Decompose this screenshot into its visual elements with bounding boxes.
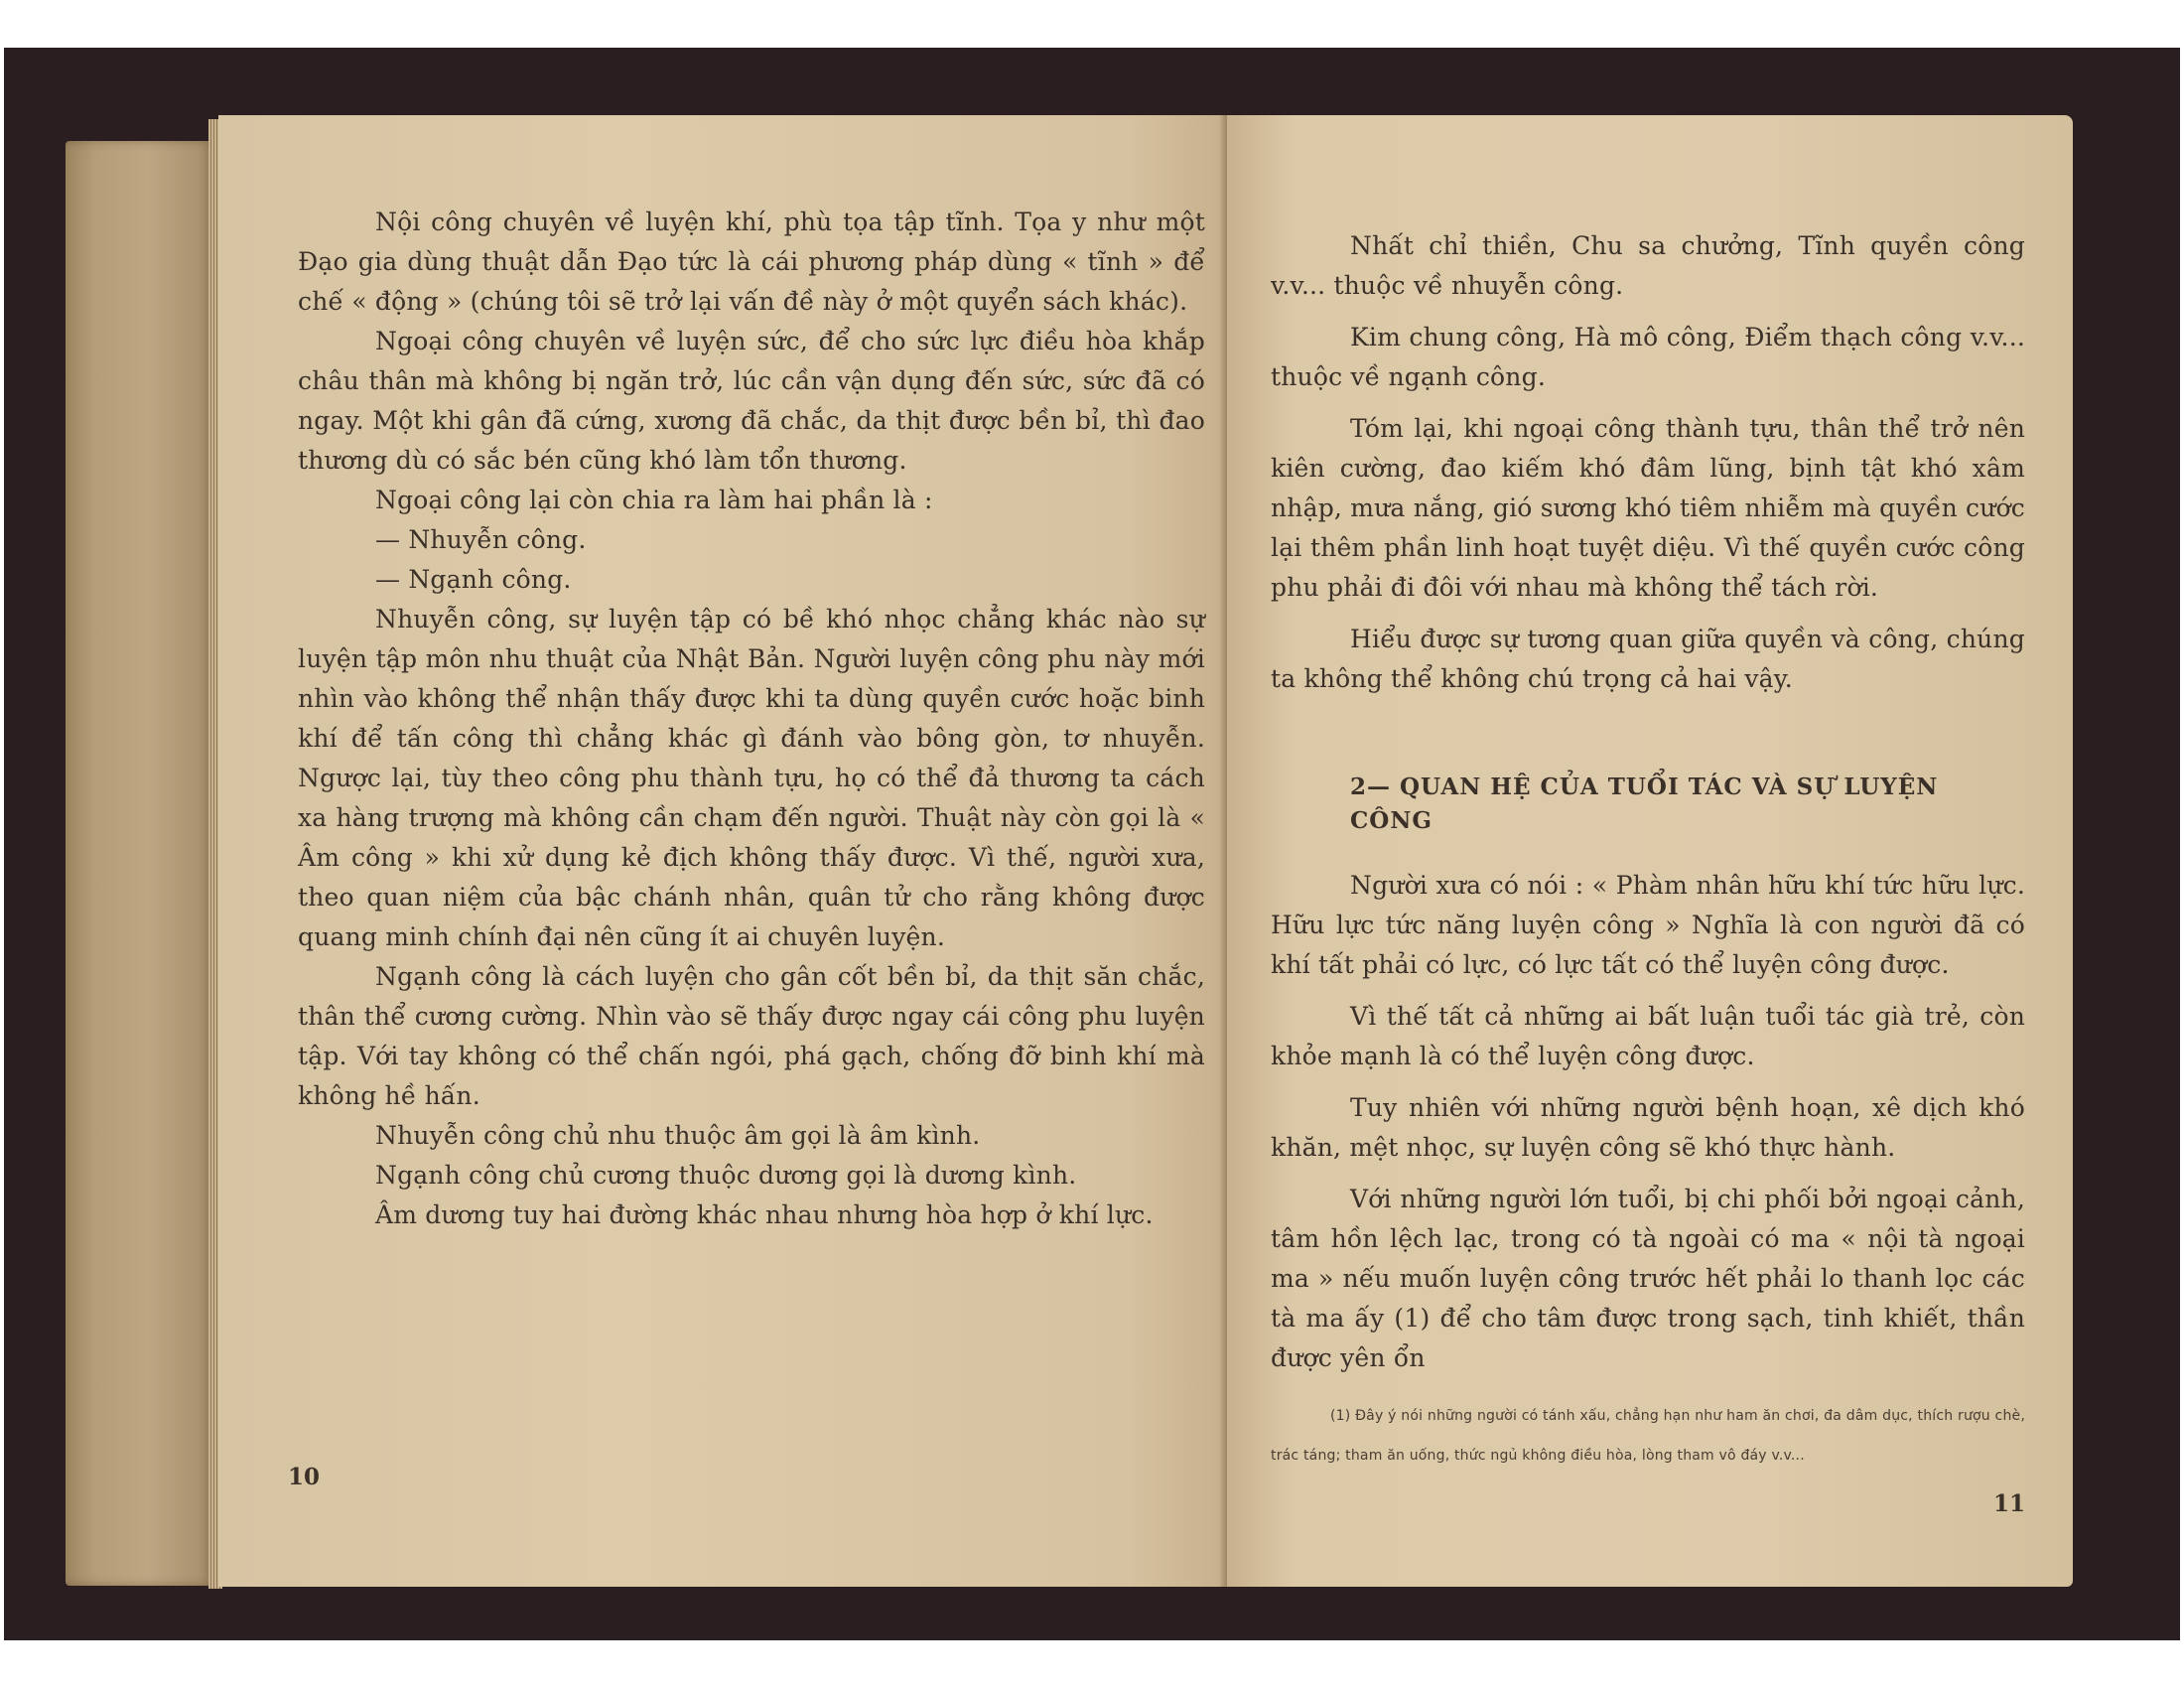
paragraph: Nội công chuyên về luyện khí, phù tọa tập tĩnh. Tọa y như một Đạo gia dùng thuật dẫn Đạo tức là cái phương pháp dùng « tĩnh » để chế « động » (chúng tôi sẽ trở lại vấn đề này ở một quyển sách khác). — [298, 208, 1205, 316]
page-number-right: 11 — [1992, 1490, 2025, 1517]
paragraph: Ngạnh công chủ cương thuộc dương gọi là dương kình. — [375, 1161, 1077, 1190]
paragraph: — Ngạnh công. — [375, 565, 572, 594]
paragraph: — Nhuyễn công. — [375, 525, 587, 554]
left-page — [218, 115, 1227, 1587]
page-number-left: 10 — [288, 1464, 321, 1490]
paragraph: Người xưa có nói : « Phàm nhân hữu khí tức hữu lực. Hữu lực tức năng luyện công » Nghĩa là con người đã có khí tất phải có lực, có lực tất có thể luyện công được. — [1271, 871, 2025, 979]
footnote — [1271, 1396, 2025, 1476]
paragraph: Tuy nhiên với những người bệnh hoạn, xê dịch khó khăn, mệt nhọc, sự luyện công sẽ khó thực hành. — [1271, 1093, 2025, 1162]
paragraph: Âm dương tuy hai đường khác nhau nhưng hòa hợp ở khí lực. — [375, 1200, 1154, 1229]
book-spine — [66, 141, 214, 1586]
paragraph: Nhất chỉ thiền, Chu sa chưởng, Tĩnh quyền công v.v... thuộc về nhuyễn công. — [1271, 231, 2025, 300]
paragraph: Nhuyễn công, sự luyện tập có bề khó nhọc chẳng khác nào sự luyện tập môn nhu thuật của Nhật Bản. Người luyện công phu này mới nhìn vào không thể nhận thấy được khi ta dùng quyền cước hoặc binh khí để tấn công thì chẳng khác gì đánh vào bông gòn, tơ nhuyễn. Ngược lại, tùy theo công phu thành tựu, họ có thể đả thương ta cách xa hàng trượng mà không cần chạm đến người. Thuật này còn gọi là « Âm công » khi xử dụng kẻ địch không thấy được. Vì thế, người xưa, theo quan niệm của bậc chánh nhân, quân tử cho rằng không được quang minh chính đại nên cũng ít ai chuyên luyện. — [298, 605, 1205, 951]
right-page-body-top — [1271, 226, 2025, 699]
open-book — [60, 75, 2070, 1615]
right-page-body-bottom — [1271, 866, 2025, 1378]
right-page — [1227, 115, 2073, 1587]
left-page-body — [298, 203, 1205, 1235]
paragraph: Hiểu được sự tương quan giữa quyền và công, chúng ta không thể không chú trọng cả hai vậy. — [1271, 625, 2025, 693]
paragraph: Nhuyễn công chủ nhu thuộc âm gọi là âm kình. — [375, 1121, 981, 1150]
paragraph: Với những người lớn tuổi, bị chi phối bởi ngoại cảnh, tâm hồn lệch lạc, trong có tà ngoài có ma « nội tà ngoại ma » nếu muốn luyện công trước hết phải lo thanh lọc các tà ma ấy (1) để cho tâm được trong sạch, tinh khiết, thần được yên ổn — [1271, 1185, 2025, 1372]
paragraph: Vì thế tất cả những ai bất luận tuổi tác già trẻ, còn khỏe mạnh là có thể luyện công được. — [1271, 1002, 2025, 1070]
paragraph: Tóm lại, khi ngoại công thành tựu, thân thể trở nên kiên cường, đao kiếm khó đâm lũng, bịnh tật khó xâm nhập, mưa nắng, gió sương khó tiêm nhiễm mà quyền cước lại thêm phần linh hoạt tuyệt diệu. Vì thế quyền cước công phu phải đi đôi với nhau mà không thể tách rời. — [1271, 414, 2025, 602]
paragraph: Ngoại công chuyên về luyện sức, để cho sức lực điều hòa khắp châu thân mà không bị ngăn trở, lúc cần vận dụng đến sức, sức đã có ngay. Một khi gân đã cứng, xương đã chắc, da thịt được bền bỉ, thì đao thương dù có sắc bén cũng khó làm tổn thương. — [298, 327, 1205, 475]
paragraph: Kim chung công, Hà mô công, Điểm thạch công v.v... thuộc về ngạnh công. — [1271, 323, 2025, 391]
footnote-text: (1) Đây ý nói những người có tánh xấu, chẳng hạn như ham ăn chơi, đa dâm dục, thích rượu chè, trác táng; tham ăn uống, thức ngủ không điều hòa, lòng tham vô đáy v.v... — [1271, 1408, 2025, 1464]
paragraph: Ngạnh công là cách luyện cho gân cốt bền bỉ, da thịt săn chắc, thân thể cương cường. Nhìn vào sẽ thấy được ngay cái công phu luyện tập. Với tay không có thể chấn ngói, phá gạch, chống đỡ binh khí mà không hề hấn. — [298, 962, 1205, 1110]
paragraph: Ngoại công lại còn chia ra làm hai phần là : — [375, 486, 933, 514]
section-heading: 2— QUAN HỆ CỦA TUỔI TÁC VÀ SỰ LUYỆN CÔNG — [1350, 774, 1939, 834]
